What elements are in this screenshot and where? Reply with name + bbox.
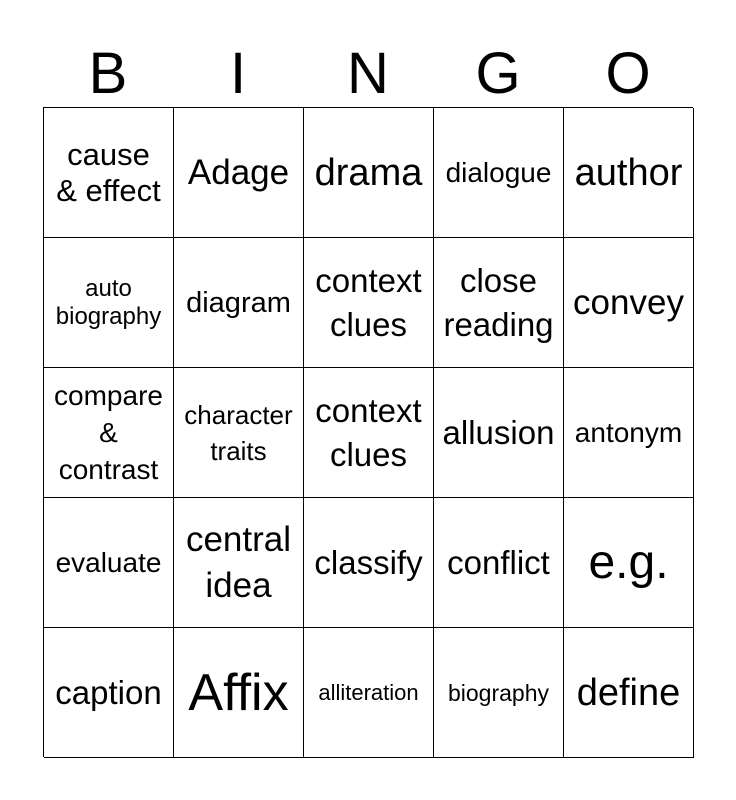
cell-text: biography — [447, 679, 550, 706]
bingo-board — [43, 107, 693, 757]
cell-text: author — [574, 151, 683, 194]
bingo-cell[interactable] — [434, 498, 564, 628]
cell-text: evaluate — [55, 547, 162, 578]
bingo-cell[interactable] — [174, 108, 304, 238]
cell-text: compare & contrast — [54, 380, 163, 485]
cell-text: antonym — [574, 417, 683, 448]
bingo-cell[interactable] — [434, 628, 564, 758]
bingo-cell[interactable] — [564, 498, 694, 628]
bingo-cell[interactable] — [44, 498, 174, 628]
bingo-cell[interactable] — [304, 628, 434, 758]
cell-text: alliteration — [318, 679, 419, 705]
header-letter-g: G — [475, 41, 521, 106]
bingo-cell[interactable] — [434, 238, 564, 368]
bingo-cell[interactable] — [564, 238, 694, 368]
bingo-cell[interactable] — [174, 368, 304, 498]
cell-text: close reading — [443, 261, 554, 343]
bingo-cell[interactable] — [174, 238, 304, 368]
cell-text: character traits — [184, 399, 293, 466]
bingo-cell[interactable] — [564, 628, 694, 758]
bingo-cell[interactable] — [44, 628, 174, 758]
bingo-cell[interactable] — [44, 238, 174, 368]
header-letter-o: O — [605, 41, 651, 106]
bingo-cell[interactable] — [174, 628, 304, 758]
bingo-header — [43, 40, 693, 108]
bingo-cell[interactable] — [304, 108, 434, 238]
cell-text: conflict — [447, 543, 550, 581]
bingo-cell[interactable] — [174, 498, 304, 628]
bingo-cell[interactable] — [434, 108, 564, 238]
bingo-cell[interactable] — [44, 108, 174, 238]
cell-text: diagram — [186, 286, 291, 319]
cell-text: dialogue — [445, 157, 552, 188]
cell-text: define — [576, 671, 681, 714]
cell-text: central idea — [185, 519, 292, 605]
header-letter-i: I — [229, 41, 247, 106]
cell-text: convey — [573, 282, 684, 322]
cell-text: Affix — [188, 663, 289, 722]
bingo-cell[interactable] — [434, 368, 564, 498]
cell-text: cause & effect — [56, 136, 161, 208]
header-letter-b: B — [88, 41, 128, 106]
cell-text: caption — [55, 673, 162, 711]
bingo-cell[interactable] — [44, 368, 174, 498]
bingo-cell[interactable] — [564, 368, 694, 498]
cell-text: drama — [314, 151, 423, 194]
header-letter-n: N — [347, 41, 389, 106]
bingo-cell[interactable] — [304, 368, 434, 498]
cell-text: classify — [314, 543, 423, 581]
cell-text: e.g. — [588, 535, 669, 589]
cell-text: context clues — [315, 391, 422, 473]
bingo-cell[interactable] — [304, 498, 434, 628]
cell-text: context clues — [315, 261, 422, 343]
bingo-cell[interactable] — [304, 238, 434, 368]
bingo-cell[interactable] — [564, 108, 694, 238]
cell-text: Adage — [187, 152, 290, 192]
cell-text: allusion — [442, 413, 555, 451]
cell-text: auto biography — [55, 274, 162, 330]
